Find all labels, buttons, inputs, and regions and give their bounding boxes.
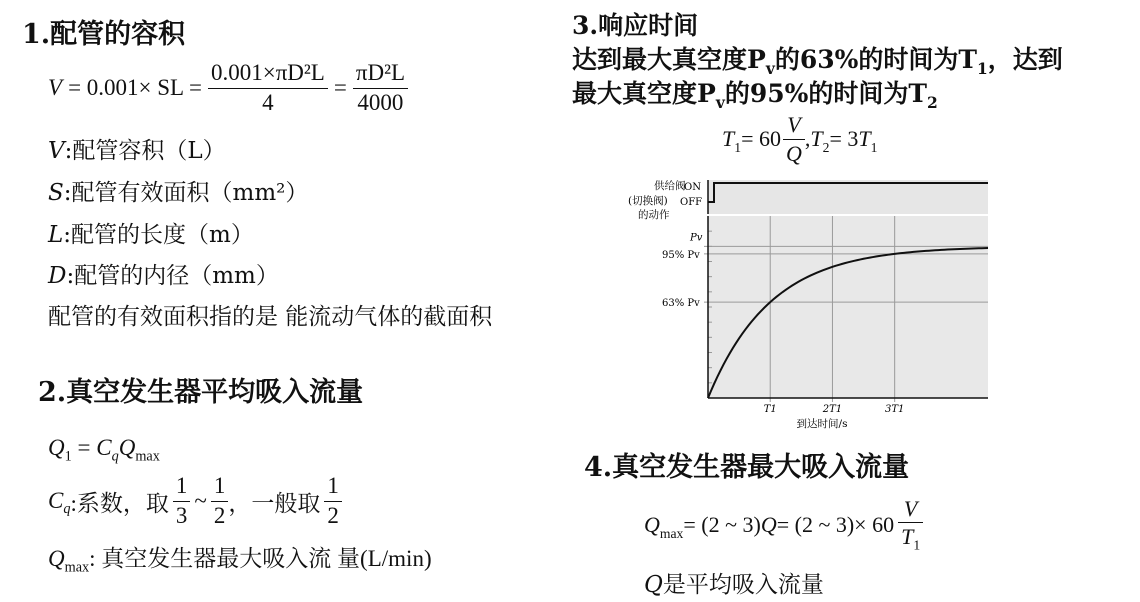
fraction-2-den: 4000 — [357, 89, 404, 115]
def-symbol: S — [48, 180, 64, 206]
pipe-volume-formula — [48, 58, 408, 118]
frac-num: V — [783, 113, 805, 139]
mid: = (2 ~ 3) — [683, 512, 761, 537]
q1-symbol: Q — [48, 435, 65, 460]
text: 达到最大真空度P — [572, 45, 766, 74]
section-4-title: 4.真空发生器最大吸入流量 — [584, 452, 910, 483]
t1-sub: 1 — [734, 140, 742, 155]
fraction-1-den: 4 — [262, 89, 274, 115]
mid2: = (2 ~ 3)× 60 — [776, 512, 895, 537]
cq-symbol: C — [48, 488, 64, 513]
section-2-title: 2.真空发生器平均吸入流量 — [38, 377, 364, 408]
x-tick-3t1: 3T1 — [884, 404, 905, 415]
frac-den: 3 — [175, 502, 188, 528]
t-symbol: T — [901, 524, 914, 550]
cq-sub: q — [111, 448, 119, 465]
off-label: OFF — [680, 197, 703, 208]
section-1-title: 1.配管的容积 — [22, 19, 186, 50]
qmax-symbol: Q — [644, 512, 660, 537]
fraction-one-half — [211, 474, 229, 527]
q-symbol: Q — [644, 572, 663, 598]
t1-sub: 1 — [870, 140, 878, 155]
def-text: :配管容积（L） — [64, 138, 226, 164]
valve-label-2: (切换阀) — [628, 195, 668, 207]
equals: = — [71, 435, 97, 460]
def-volume — [48, 132, 226, 165]
formula-lhs: V — [48, 75, 63, 100]
valve-label-1: 供给阀 — [654, 180, 686, 192]
qmax-symbol: Q — [118, 435, 136, 460]
formula-eq: = 0.001× SL = — [68, 75, 202, 100]
t1-symbol: T — [858, 126, 871, 151]
text: 的95%的时间为T — [724, 79, 927, 108]
v-over-t1 — [898, 497, 923, 553]
qmax-sub: max — [64, 559, 90, 576]
y-label-95pv: 95% Pv — [662, 249, 700, 261]
frac-den: Q — [785, 140, 802, 166]
qmax-text: : 真空发生器最大吸入流 量(L/min) — [89, 546, 432, 571]
coef-line — [48, 470, 342, 532]
frac-den: 2 — [327, 502, 339, 528]
y-label-63pv: 63% Pv — [662, 298, 700, 310]
section-3-title: 3.响应时间 — [572, 11, 699, 40]
sub: 1 — [976, 59, 988, 78]
frac-den: 2 — [213, 502, 226, 528]
text: ，达到 — [987, 45, 1063, 74]
cq-sub: q — [63, 501, 71, 517]
sub: v — [715, 93, 725, 112]
sub: v — [765, 59, 775, 78]
def-diameter — [48, 257, 279, 290]
def-text: :配管的内径（mm） — [66, 263, 279, 289]
tilde: ~ — [194, 488, 207, 513]
def-length — [48, 216, 254, 249]
qmax-sub: max — [135, 448, 160, 465]
def-symbol: L — [48, 222, 64, 248]
q1-sub: 1 — [64, 448, 72, 465]
frac-num: 1 — [324, 474, 342, 501]
qmax-def — [48, 540, 432, 577]
q-note — [644, 566, 824, 599]
fraction-one-third — [173, 474, 191, 527]
text: 最大真空度P — [572, 79, 716, 108]
response-time-formula — [722, 108, 877, 170]
response-desc-line1 — [572, 40, 1063, 78]
fraction-2 — [353, 61, 408, 114]
avg-flow-formula — [48, 435, 160, 466]
v-over-q — [783, 113, 805, 164]
x-axis-label: 到达时间/s — [796, 418, 848, 430]
eq: = 60 — [741, 126, 781, 151]
area-note: 配管的有效面积指的是 能流动气体的截面积 — [48, 304, 493, 330]
sub: 2 — [926, 93, 938, 112]
max-flow-formula — [644, 492, 923, 558]
valve-label-3: 的动作 — [638, 209, 670, 221]
q-note-text: 是平均吸入流量 — [662, 572, 824, 598]
fraction-one-half-typical — [324, 474, 342, 527]
fraction-2-num: πD²L — [353, 61, 408, 88]
def-text: :配管有效面积（mm²） — [63, 180, 309, 206]
response-desc-line2 — [572, 74, 938, 112]
t2-symbol: T — [810, 126, 823, 151]
sep: , — [804, 126, 811, 151]
def-area — [48, 174, 308, 207]
coef-text-2: ，一般取 — [228, 490, 321, 516]
x-tick-t1: T1 — [763, 404, 777, 415]
frac-num: 1 — [211, 474, 229, 501]
qmax-sub: max — [659, 526, 684, 541]
frac-num: 1 — [173, 474, 191, 501]
coef-text: :系数，取 — [70, 490, 169, 516]
cq-symbol: C — [96, 435, 112, 460]
on-label: ON — [684, 182, 701, 193]
t1-symbol: T — [722, 126, 735, 151]
eq2: = 3 — [829, 126, 859, 151]
valve-band — [708, 180, 988, 214]
q-symbol: Q — [760, 512, 777, 537]
fraction-1 — [208, 61, 328, 114]
text: 的63%的时间为T — [774, 45, 977, 74]
x-tick-2t1: 2T1 — [822, 404, 843, 415]
def-text: :配管的长度（m） — [63, 222, 254, 248]
vacuum-response-chart — [622, 172, 994, 434]
qmax-symbol: Q — [48, 546, 65, 571]
plot-area — [708, 216, 988, 398]
fraction-1-num: 0.001×πD²L — [208, 61, 328, 88]
t-sub: 1 — [913, 537, 921, 553]
formula-eq2: = — [333, 75, 347, 100]
frac-num: V — [898, 497, 923, 523]
def-symbol: D — [48, 263, 67, 289]
y-label-pv: Pv — [690, 232, 703, 244]
def-symbol: V — [48, 138, 65, 164]
frac-den — [898, 523, 923, 553]
t2-sub: 2 — [822, 140, 830, 155]
